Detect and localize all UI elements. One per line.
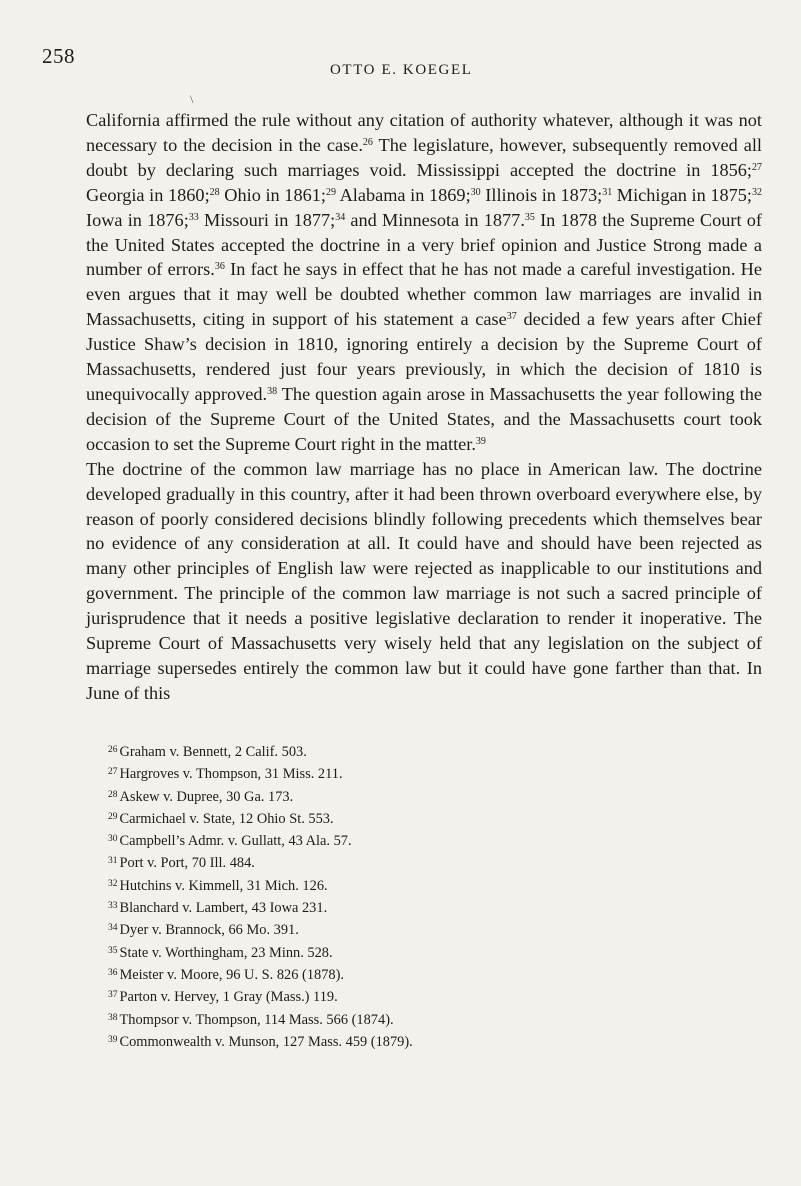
- footnote-text: Commonwealth v. Munson, 127 Mass. 459 (1879).: [119, 1033, 413, 1050]
- footnote-ref: 34: [335, 211, 346, 223]
- footnote-text: Carmichael v. State, 12 Ohio St. 553.: [119, 810, 334, 827]
- paragraph-2: The doctrine of the common law marriage has no place in American law. The doctrine developed gradually in this country, after it had been thrown overboard everywhere else, by reason of poorly considered decisions blindly following precedents which themselves bear no evidence of any consideration at all. It could have and should have been rejected as many other principles of English law were rejected as inapplicable to our institutions and government. The principle of the common law marriage is not such a sacred principle of jurisprudence that it needs a positive legislative declaration to render it inoperative. The Supreme Court of Massachusetts very wisely held that any legislation on the subject of marriage supersedes entirely the common law but it could have gone farther than that. In June of this: [86, 458, 762, 703]
- footnote-item: [108, 740, 728, 762]
- footnote-item: [108, 941, 728, 963]
- text-span: Missouri in 1877;: [198, 209, 336, 230]
- footnote-text: Graham v. Bennett, 2 Calif. 503.: [119, 744, 307, 760]
- footnote-item: [108, 785, 728, 807]
- footnote-text: Parton v. Hervey, 1 Gray (Mass.) 119.: [119, 989, 338, 1006]
- footnote-number: 28: [108, 789, 118, 800]
- footnote-ref: 37: [506, 311, 517, 323]
- footnote-number: 33: [108, 901, 118, 912]
- footnote-text: Meister v. Moore, 96 U. S. 826 (1878).: [119, 966, 344, 983]
- footnote-item: [108, 918, 728, 940]
- footnote-text: Hutchins v. Kimmell, 31 Mich. 126.: [119, 877, 328, 894]
- footnote-text: Port v. Port, 70 Ill. 484.: [119, 855, 255, 872]
- footnote-number: 39: [108, 1034, 118, 1045]
- text-span: Alabama in 1869;: [335, 184, 471, 205]
- page-number: 258: [42, 44, 75, 68]
- footnotes: [108, 740, 728, 1052]
- footnote-number: 32: [108, 878, 118, 889]
- footnote-item: [108, 829, 728, 851]
- text-span: In 1878 the Supreme Court of the United States accepted the doctrine in a very brief opinion and Justice Strong made a number of errors.: [86, 209, 762, 280]
- footnote-item: [108, 762, 728, 784]
- footnote-text: Thompsor v. Thompson, 114 Mass. 566 (1874).: [119, 1011, 394, 1028]
- footnote-item: [108, 1030, 728, 1052]
- footnote-item: [108, 851, 728, 873]
- footnote-text: Campbell’s Admr. v. Gullatt, 43 Ala. 57.: [119, 833, 352, 850]
- stray-mark: \: [190, 92, 194, 106]
- text-span: The question again arose in Massachusetts the year following the decision of the Supreme Court of the United States, and the Massachusetts court took occasion to set the Supreme Court right in the matter.: [86, 383, 762, 454]
- footnote-item: [108, 963, 728, 985]
- text-span: and Minnesota in 1877.: [345, 209, 525, 230]
- body-text: [86, 108, 762, 706]
- footnote-number: 27: [108, 767, 118, 778]
- footnote-ref: 38: [267, 385, 278, 397]
- footnote-text: Askew v. Dupree, 30 Ga. 173.: [119, 788, 294, 805]
- footnote-item: [108, 807, 728, 829]
- footnote-number: 30: [108, 834, 118, 845]
- text-span: Ohio in 1861;: [219, 184, 326, 205]
- footnote-ref: 32: [751, 186, 762, 198]
- footnote-ref: 31: [602, 186, 613, 198]
- footnote-item: [108, 1008, 728, 1030]
- footnote-ref: 35: [524, 211, 535, 223]
- text-span: Michigan in 1875;: [612, 184, 752, 205]
- footnote-text: Dyer v. Brannock, 66 Mo. 391.: [119, 922, 299, 939]
- text-span: decided a few years after Chief Justice Shaw’s decision in 1810, ignoring entirely a decision by the Supreme Court of Massachusetts, rendered just four years previously, in which the decision of 1810 is unequivocally approved.: [86, 309, 763, 404]
- footnote-number: 36: [108, 967, 118, 978]
- footnote-number: 35: [108, 945, 118, 956]
- footnote-ref: 27: [752, 161, 762, 173]
- footnote-ref: 39: [475, 435, 486, 447]
- footnote-item: [108, 874, 728, 896]
- footnote-number: 37: [108, 990, 118, 1001]
- footnote-ref: 26: [362, 136, 373, 148]
- text-span: California affirmed the rule without any citation of authority whatever, although it was not necessary to the decision in the case.: [86, 110, 762, 155]
- footnote-number: 26: [108, 745, 118, 755]
- text-span: Georgia in 1860;: [86, 184, 210, 205]
- text-span: Iowa in 1876;: [86, 209, 189, 230]
- footnote-ref: 30: [470, 186, 481, 198]
- footnote-item: [108, 985, 728, 1007]
- footnote-ref: 36: [214, 261, 225, 273]
- paragraph-1: [86, 108, 762, 457]
- footnote-number: 31: [108, 856, 118, 867]
- footnote-text: State v. Worthingham, 23 Minn. 528.: [119, 944, 333, 961]
- footnote-number: 34: [108, 923, 118, 934]
- text-span: The legislature, however, subsequently removed all doubt by declaring such marriages void. Mississippi accepted the doctrine in 1856;: [86, 134, 762, 180]
- footnote-text: Blanchard v. Lambert, 43 Iowa 231.: [119, 900, 328, 917]
- footnote-text: Hargroves v. Thompson, 31 Miss. 211.: [119, 766, 343, 783]
- footnote-number: 38: [108, 1012, 118, 1023]
- footnote-ref: 29: [325, 186, 336, 198]
- text-span: In fact he says in effect that he has not made a careful investigation. He even argues that it may well be doubted whether common law marriages are invalid in Massachusetts, citing in support of his statement a case: [86, 259, 762, 330]
- footnote-ref: 33: [188, 211, 199, 223]
- footnote-number: 29: [108, 811, 118, 822]
- footnote-item: [108, 896, 728, 918]
- text-span: Illinois in 1873;: [480, 184, 603, 205]
- running-head: OTTO E. KOEGEL: [330, 62, 473, 78]
- footnote-ref: 28: [209, 186, 220, 198]
